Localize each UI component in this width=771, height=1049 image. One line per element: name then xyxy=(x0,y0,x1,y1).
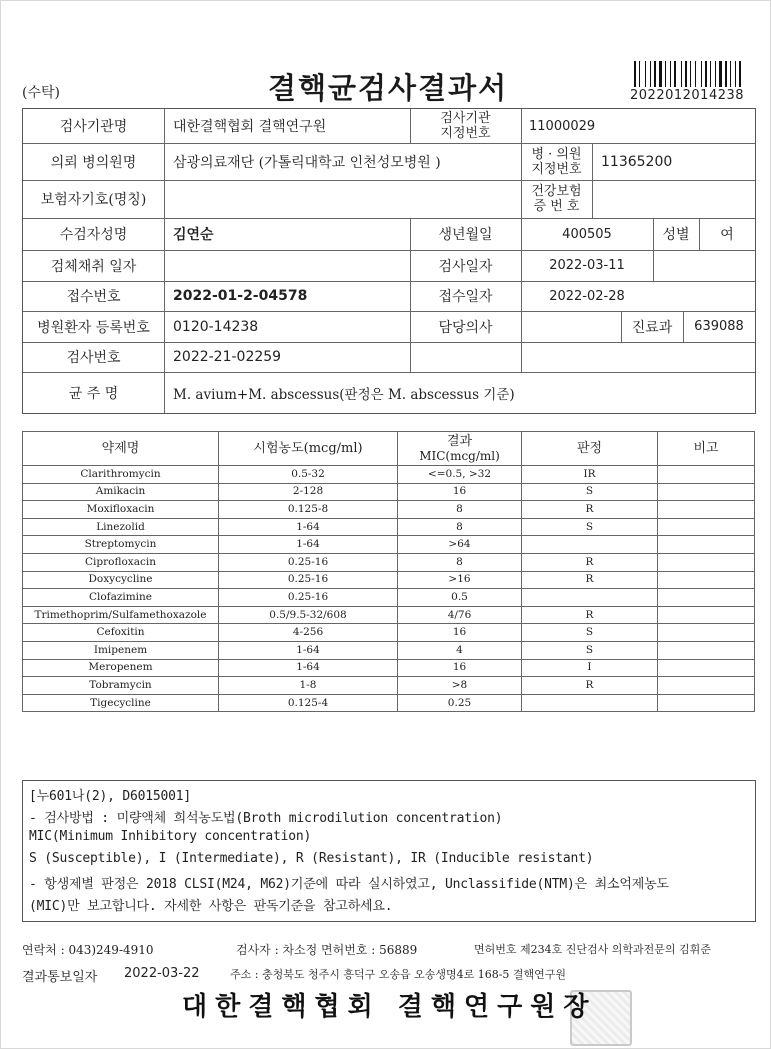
health-insurance-label: 건강보험 증 번 호 xyxy=(531,184,582,214)
cell-remark xyxy=(658,553,755,571)
organism-value: M. avium+M. abscessus(판정은 M. abscessus 기준) xyxy=(173,386,515,403)
sex-value: 여 xyxy=(720,227,734,243)
patient-name-value: 김연순 xyxy=(173,227,214,243)
collection-date-label: 검체채취 일자 xyxy=(50,258,137,275)
table-row xyxy=(23,641,755,659)
note-code: [누601나(2), D6015001] xyxy=(29,789,191,804)
hospital-code-label: 병 · 의원 지정번호 xyxy=(531,146,582,177)
cell-interp: R xyxy=(522,677,658,695)
test-number-value: 2022-21-02259 xyxy=(173,349,282,365)
cell-remark xyxy=(658,694,755,712)
cell-conc: 1-64 xyxy=(219,518,398,536)
hospital-code-value: 11365200 xyxy=(601,153,673,170)
birth-date-label: 생년월일 xyxy=(438,227,493,243)
requesting-hospital-label: 의뢰 병의원명 xyxy=(50,154,137,171)
health-insurance-value xyxy=(601,180,751,218)
institution-label: 검사기관명 xyxy=(59,119,128,135)
cell-remark xyxy=(658,466,755,484)
cell-conc: 0.25-16 xyxy=(219,571,398,589)
insurer-value xyxy=(173,180,513,218)
cell-remark xyxy=(658,677,755,695)
cell-conc: 0.125-4 xyxy=(219,694,398,712)
cell-drug: Clarithromycin xyxy=(23,466,219,484)
institution-value: 대한결핵협회 결핵연구원 xyxy=(173,119,327,135)
cell-interp: S xyxy=(522,641,658,659)
cell-remark xyxy=(658,641,755,659)
birth-date-value: 400505 xyxy=(562,226,612,242)
table-row xyxy=(23,624,755,642)
cell-conc: 1-8 xyxy=(219,677,398,695)
table-row xyxy=(23,606,755,624)
cell-drug: Tobramycin xyxy=(23,677,219,695)
cell-interp: R xyxy=(522,553,658,571)
report-date-label: 결과통보일자 xyxy=(22,970,98,985)
cell-interp xyxy=(522,694,658,712)
cell-interp: I xyxy=(522,659,658,677)
test-date-label: 검사일자 xyxy=(438,258,493,275)
table-row xyxy=(23,518,755,536)
note-interpretation-legend: S (Susceptible), I (Intermediate), R (Resistant), IR (Inducible resistant) xyxy=(29,851,594,866)
cell-drug: Cefoxitin xyxy=(23,624,219,642)
patient-name-label: 수검자성명 xyxy=(59,227,128,243)
registration-number-value: 0120-14238 xyxy=(173,318,259,335)
header-concentration: 시험농도(mcg/ml) xyxy=(219,432,398,466)
table-row xyxy=(23,589,755,607)
patient-info-table xyxy=(22,108,756,414)
barcode-number: 2022012014238 xyxy=(630,88,745,103)
cell-interp: S xyxy=(522,483,658,501)
receipt-date-label: 접수일자 xyxy=(438,289,493,305)
table-row xyxy=(23,677,755,695)
cell-conc: 1-64 xyxy=(219,536,398,554)
note-criteria: - 항생제별 판정은 2018 CLSI(M24, M62)기준에 따라 실시하였고, Unclassifide(NTM)은 최소억제농도 xyxy=(29,877,669,892)
cell-mic: 0.5 xyxy=(398,589,522,607)
organism-label: 균 주 명 xyxy=(68,385,119,402)
cell-drug: Clofazimine xyxy=(23,589,219,607)
cell-interp: R xyxy=(522,571,658,589)
cell-mic: >16 xyxy=(398,571,522,589)
receipt-date-value: 2022-02-28 xyxy=(549,288,625,304)
document-title: 결핵균검사결과서 xyxy=(268,71,509,105)
doctor-label: 담당의사 xyxy=(438,319,493,336)
cell-drug: Trimethoprim/Sulfamethoxazole xyxy=(23,606,219,624)
cell-remark xyxy=(658,501,755,519)
cell-drug: Linezolid xyxy=(23,518,219,536)
notes-box xyxy=(22,780,756,922)
test-number-label: 검사번호 xyxy=(66,350,121,366)
cell-interp: S xyxy=(522,624,658,642)
cell-remark xyxy=(658,624,755,642)
cell-mic: 0.25 xyxy=(398,694,522,712)
table-row xyxy=(23,553,755,571)
cell-mic: 4 xyxy=(398,641,522,659)
cell-conc: 2-128 xyxy=(219,483,398,501)
report-date-value: 2022-03-22 xyxy=(124,966,200,981)
cell-drug: Moxifloxacin xyxy=(23,501,219,519)
cell-remark xyxy=(658,536,755,554)
cell-conc: 4-256 xyxy=(219,624,398,642)
cell-drug: Tigecycline xyxy=(23,694,219,712)
issuer-name: 대한결핵협회 결핵연구원장 xyxy=(182,992,597,1022)
doctor-value xyxy=(521,311,621,342)
cell-mic: 16 xyxy=(398,624,522,642)
cell-conc: 0.25-16 xyxy=(219,589,398,607)
cell-conc: 1-64 xyxy=(219,641,398,659)
cell-interp xyxy=(522,536,658,554)
note-mic: MIC(Minimum Inhibitory concentration) xyxy=(29,829,312,844)
table-row xyxy=(23,694,755,712)
cell-drug: Streptomycin xyxy=(23,536,219,554)
cell-drug: Meropenem xyxy=(23,659,219,677)
cell-interp: R xyxy=(522,501,658,519)
cell-remark xyxy=(658,659,755,677)
receipt-number-label: 접수번호 xyxy=(66,289,121,305)
address: 주소 : 충청북도 청주시 흥덕구 오송읍 오송생명4로 168-5 결핵연구원 xyxy=(230,968,567,981)
cell-mic: 16 xyxy=(398,483,522,501)
cell-drug: Imipenem xyxy=(23,641,219,659)
table-row xyxy=(23,483,755,501)
receipt-number-value: 2022-01-2-04578 xyxy=(173,288,308,304)
cell-remark xyxy=(658,606,755,624)
requesting-hospital-value: 삼광의료재단 (가톨릭대학교 인천성모병원 ) xyxy=(173,154,441,171)
cell-remark xyxy=(658,518,755,536)
cell-drug: Ciprofloxacin xyxy=(23,553,219,571)
header-drug: 약제명 xyxy=(23,432,219,466)
cell-mic: >8 xyxy=(398,677,522,695)
table-row xyxy=(23,536,755,554)
test-date-value: 2022-03-11 xyxy=(549,258,625,273)
cell-conc: 1-64 xyxy=(219,659,398,677)
table-row xyxy=(23,466,755,484)
cell-drug: Doxycycline xyxy=(23,571,219,589)
insurer-label: 보험자기호(명칭) xyxy=(40,192,147,208)
cell-interp: R xyxy=(522,606,658,624)
department-label: 진료과 xyxy=(631,319,673,336)
cell-mic: 4/76 xyxy=(398,606,522,624)
department-value: 639088 xyxy=(694,319,744,334)
cell-remark xyxy=(658,589,755,607)
cell-conc: 0.5/9.5-32/608 xyxy=(219,606,398,624)
table-row xyxy=(23,659,755,677)
cell-mic: >64 xyxy=(398,536,522,554)
cell-drug: Amikacin xyxy=(23,483,219,501)
barcode-image xyxy=(634,61,746,87)
cell-mic: 16 xyxy=(398,659,522,677)
cell-mic: <=0.5, >32 xyxy=(398,466,522,484)
collection-date-value xyxy=(173,250,403,281)
cell-remark xyxy=(658,483,755,501)
contact-number: 연락처 : 043)249-4910 xyxy=(22,943,154,957)
cell-mic: 8 xyxy=(398,501,522,519)
registration-number-label: 병원환자 등록번호 xyxy=(37,319,150,336)
drug-susceptibility-table xyxy=(22,431,755,712)
cell-remark xyxy=(658,571,755,589)
cell-mic: 8 xyxy=(398,518,522,536)
cell-interp: IR xyxy=(522,466,658,484)
note-method: - 검사방법 : 미량액체 희석농도법(Broth microdilution concentration) xyxy=(29,811,503,826)
sex-label: 성별 xyxy=(662,227,690,243)
header-interpretation: 판정 xyxy=(522,432,658,466)
cell-conc: 0.5-32 xyxy=(219,466,398,484)
institution-code-label: 검사기관 지정번호 xyxy=(440,111,491,141)
institution-code-value: 11000029 xyxy=(529,118,596,134)
header-remark: 비고 xyxy=(658,432,755,466)
table-row xyxy=(23,571,755,589)
table-row xyxy=(23,501,755,519)
cell-mic: 8 xyxy=(398,553,522,571)
inspector-info: 검사자 : 차소정 면허번호 : 56889 xyxy=(236,943,418,957)
header-mic: 결과 MIC(mcg/ml) xyxy=(398,432,522,466)
cell-interp: S xyxy=(522,518,658,536)
table-header-row xyxy=(23,432,755,466)
cell-conc: 0.25-16 xyxy=(219,553,398,571)
cell-conc: 0.125-8 xyxy=(219,501,398,519)
specialist-info: 면허번호 제234호 진단검사 의학과전문의 김휘준 xyxy=(474,943,711,956)
request-type-label: (수탁) xyxy=(22,85,60,101)
note-reference: (MIC)만 보고합니다. 자세한 사항은 판독기준을 참고하세요. xyxy=(29,899,393,914)
cell-interp xyxy=(522,589,658,607)
